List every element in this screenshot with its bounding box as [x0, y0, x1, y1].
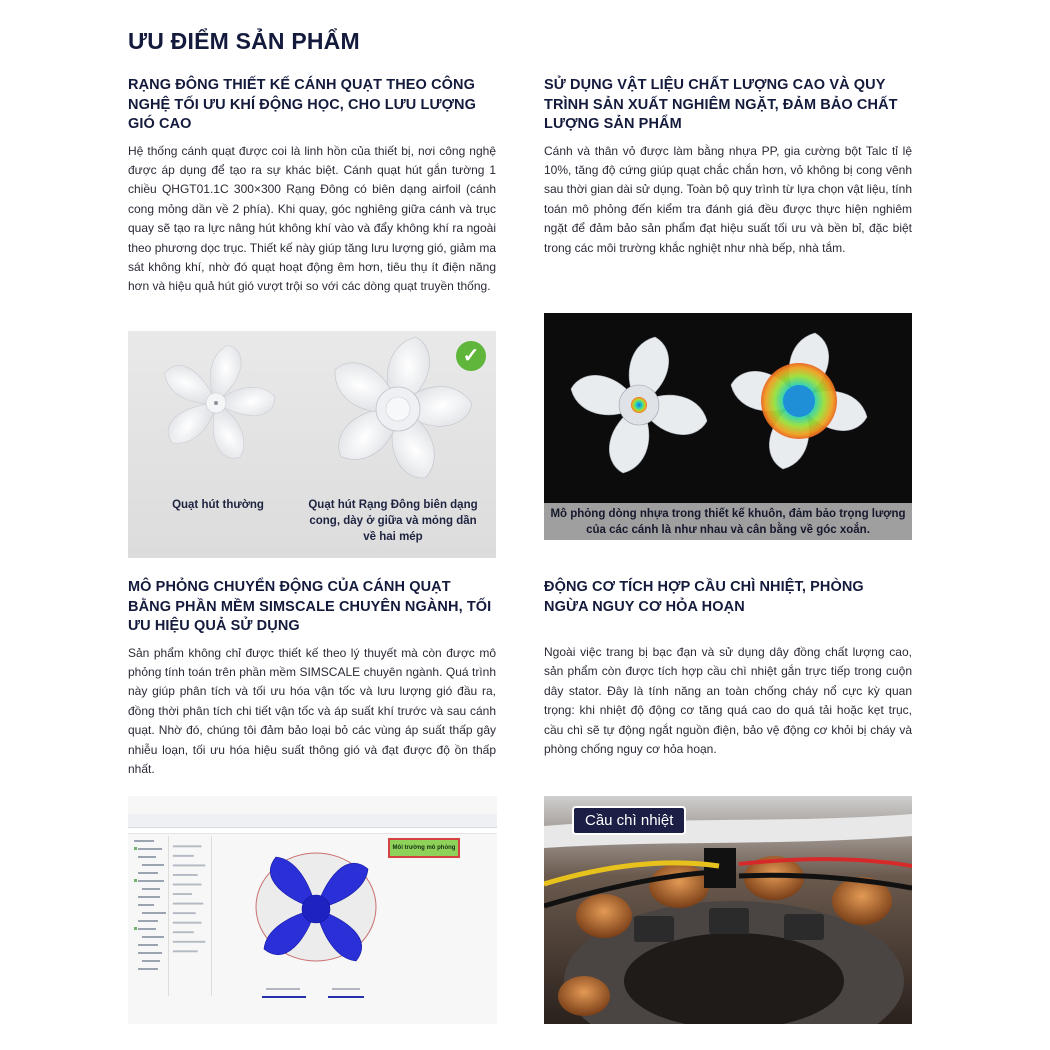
check-circle-icon: ✓	[456, 341, 486, 371]
simscale-settings-panel	[168, 836, 212, 996]
simscale-fan-model	[248, 851, 378, 971]
mold-fan-right-icon	[731, 333, 867, 469]
fan-comparison-image	[128, 331, 496, 558]
section-title: ĐỘNG CƠ TÍCH HỢP CẦU CHÌ NHIỆT, PHÒNG NGỪA NGUY CƠ HỎA HOẠN	[544, 579, 864, 615]
page-title: ƯU ĐIỂM SẢN PHẨM	[128, 28, 360, 54]
simscale-subtoolbar	[128, 828, 497, 834]
section-materials	[544, 76, 912, 258]
simulation-environment-label: Môi trường mô phỏng	[388, 838, 460, 858]
mold-flow-illustration	[544, 313, 912, 503]
mold-simulation-image	[544, 313, 912, 540]
section-body: Sản phẩm không chỉ được thiết kế theo lý thuyết mà còn được mô phỏng tính toán trên phần mềm SIMSCALE chuyên ngành. Quá trình này giúp phân tích và tối ưu hóa vận tốc và lưu lượng gió đầu ra, đồng thời phân tích chi tiết vận tốc và áp suất khí trước và sau cánh quạt. Nhờ đó, chúng tôi đảm bảo loại bỏ các vùng áp suất thấp gây nhiễu loạn, tối ưu hóa hiệu suất thông gió và đạt được độ ồn thấp nhất.	[128, 645, 496, 776]
simscale-bottom-bars	[258, 984, 368, 1000]
section-body: Ngoài việc trang bị bạc đạn và sử dụng dây đồng chất lượng cao, sản phẩm còn được tích hợp cầu chì nhiệt gắn trực tiếp trong cuộn dây stator. Đây là tính năng an toàn chống cháy nổ cực kỳ quan trọng: khi nhiệt độ động cơ tăng quá cao do quá tải hoặc kẹt trục, cầu chì sẽ tự động ngắt nguồn điện, bảo vệ động cơ khỏi bị cháy và phòng chống nguy cơ hỏa hoạn.	[544, 645, 912, 757]
simscale-tree-panel	[134, 836, 166, 986]
section-title: MÔ PHỎNG CHUYỂN ĐỘNG CỦA CÁNH QUẠT BẰNG PHẦN MỀM SIMSCALE CHUYÊN NGÀNH, TỐI ƯU HIỆU QUẢ SỬ DỤNG	[128, 579, 492, 634]
section-thermal-fuse	[544, 578, 912, 759]
section-body: Cánh và thân vỏ được làm bằng nhựa PP, gia cường bột Talc tỉ lệ 10%, tăng độ cứng giúp quạt chắc chắn hơn, vỏ không bị cong vênh sau thời gian dài sử dụng. Toàn bộ quy trình từ lựa chọn vật liệu, tính toán mô phỏng đến kiểm tra đánh giá đều được thực hiện nghiêm ngặt để đảm bảo sản phẩm đạt hiệu suất tối ưu và bền bỉ, đặc biệt trong các môi trường khắc nghiệt như nhà bếp, nhà tắm.	[544, 143, 912, 255]
section-title: SỬ DỤNG VẬT LIỆU CHẤT LƯỢNG CAO VÀ QUY TRÌNH SẢN XUẤT NGHIÊM NGẶT, ĐẢM BẢO CHẤT LƯỢNG SẢN PHẨM	[544, 77, 898, 132]
section-aerodynamic-blade	[128, 76, 496, 297]
simscale-toolbar	[128, 814, 497, 828]
simscale-screenshot	[128, 796, 497, 1024]
rangdong-fan-caption: Quạt hút Rạng Đông biên dạng cong, dày ở giữa và mỏng dần về hai mép	[308, 499, 478, 543]
section-title: RẠNG ĐÔNG THIẾT KẾ CÁNH QUẠT THEO CÔNG NGHỆ TỐI ƯU KHÍ ĐỘNG HỌC, CHO LƯU LƯỢNG GIÓ CAO	[128, 77, 476, 132]
standard-fan-caption: Quạt hút thường	[172, 499, 264, 511]
mold-fan-left-icon	[571, 337, 707, 473]
thermal-fuse-photo	[544, 796, 912, 1024]
section-simscale	[128, 578, 496, 779]
mold-simulation-caption: Mô phỏng dòng nhựa trong thiết kế khuôn, đảm bảo trọng lượng của các cánh là như nhau và cân bằng về góc xoắn.	[544, 503, 912, 540]
section-body: Hệ thống cánh quạt được coi là linh hồn của thiết bị, nơi công nghệ được áp dụng để tạo ra sự khác biệt. Cánh quạt hút gắn tường 1 chiều QHGT01.1C 300×300 Rạng Đông có biên dạng airfoil (cánh cong mỏng dần về 2 phía). Khi quay, góc nghiêng giữa cánh và trục quay sẽ tạo ra lực nâng hút không khí vào và đẩy không khí ra ngoài theo phương dọc trục. Thiết kế này giúp tăng lưu lượng gió, giảm ma sát không khí, nhờ đó quạt hoạt động êm hơn, tiêu thụ ít điện năng hơn và hiệu quả hút gió vượt trội so với các dòng quạt truyền thống.	[128, 143, 496, 294]
thermal-fuse-label: Cầu chì nhiệt	[572, 806, 686, 835]
thermal-fuse-component	[704, 848, 736, 888]
rangdong-fan-icon	[326, 337, 476, 486]
standard-fan-icon	[159, 345, 279, 465]
